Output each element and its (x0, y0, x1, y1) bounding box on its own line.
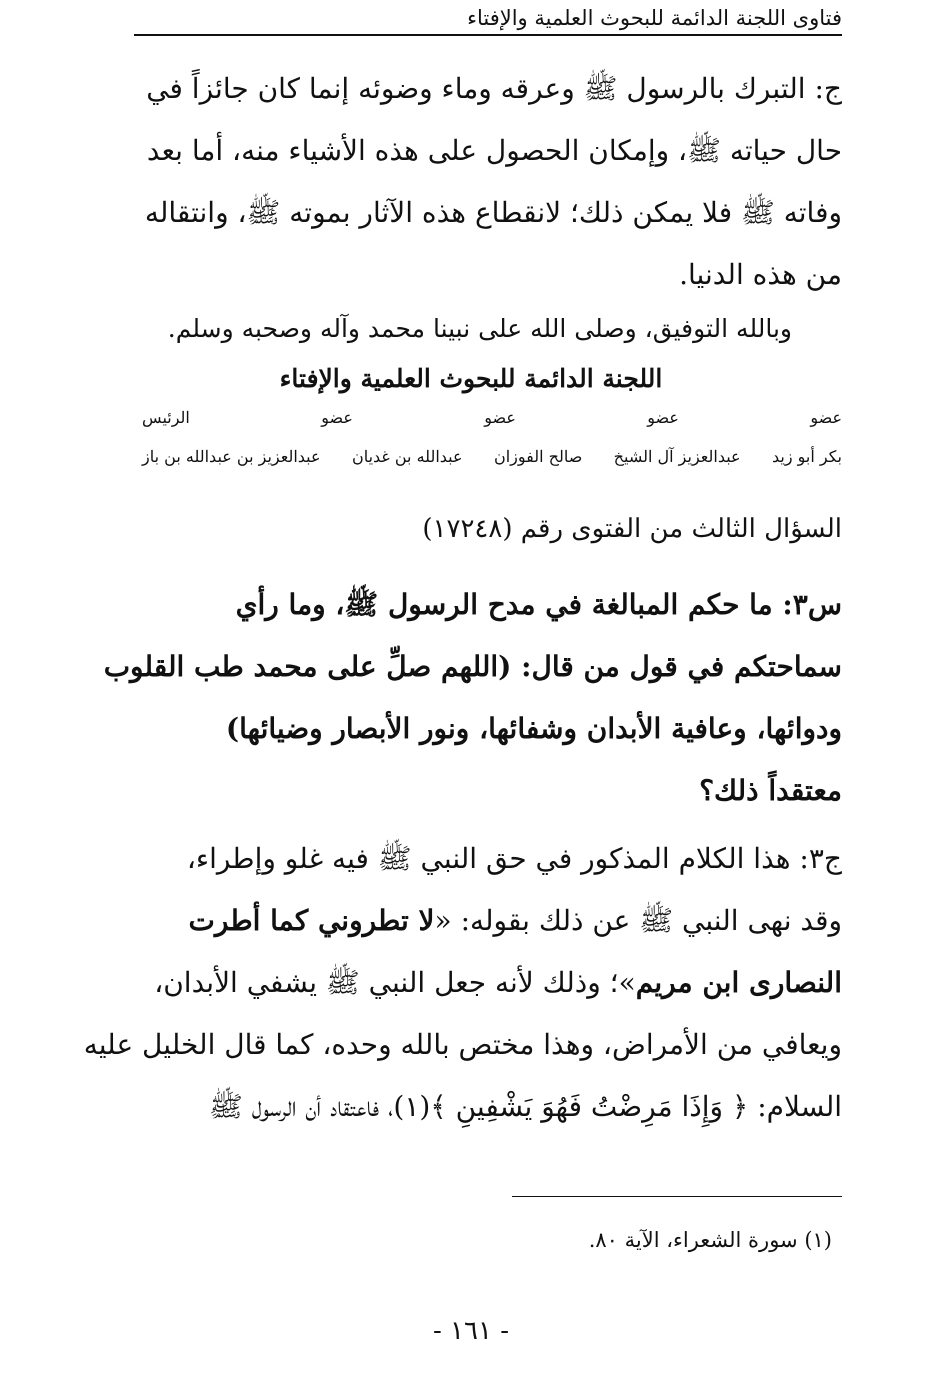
closing-prayer: وبالله التوفيق، وصلى الله على نبينا محمد وآله وصحبه وسلم. (167, 314, 792, 343)
committee-members (142, 447, 842, 466)
member-role: عضو (647, 408, 679, 427)
member-role: الرئيس (142, 408, 190, 427)
footnote: (١) سورة الشعراء، الآية ٨٠. (588, 1228, 832, 1252)
question-block (103, 574, 842, 822)
question-line: معتقداً ذلك؟ (699, 774, 842, 807)
committee-name: اللجنة الدائمة للبحوث العلمية والإفتاء (279, 364, 663, 393)
answer-text: وقد نهى النبي ﷺ عن ذلك بقوله: « (434, 904, 842, 937)
member-name: صالح الفوزان (493, 447, 583, 466)
answer-line: ج: التبرك بالرسول ﷺ وعرقه وماء وضوئه إنما كان جائزاً في (146, 72, 842, 105)
member-role: عضو (321, 408, 353, 427)
member-name: بكر أبو زيد (771, 447, 842, 466)
answer-line: ج٣: هذا الكلام المذكور في حق النبي ﷺ فيه غلو وإطراء، (186, 842, 842, 875)
previous-answer (134, 58, 842, 306)
member-name: عبدالعزيز بن عبدالله بن باز (142, 447, 321, 466)
member-role: عضو (810, 408, 842, 427)
question-line: سماحتكم في قول من قال: (اللهم صلِّ على محمد طب القلوب (103, 650, 842, 683)
footnote-rule (512, 1196, 842, 1197)
answer-line: وفاته ﷺ فلا يمكن ذلك؛ لانقطاع هذه الآثار بموته ﷺ، وانتقاله (144, 196, 842, 229)
hadith-quote: النصارى ابن مريم (635, 966, 842, 999)
answer-line: من هذه الدنيا. (679, 258, 842, 291)
running-header: فتاوى اللجنة الدائمة للبحوث العلمية والإفتاء (461, 6, 842, 30)
member-name: عبدالعزيز آل الشيخ (613, 447, 741, 466)
page-number: - ١٦١ - (432, 1316, 510, 1346)
member-role: عضو (484, 408, 516, 427)
member-name: عبدالله بن غديان (351, 447, 463, 466)
question-line: ودوائها، وعافية الأبدان وشفائها، ونور الأبصار وضيائها) (225, 712, 842, 745)
hadith-quote: لا تطروني كما أطرت (188, 904, 435, 937)
question-line: س٣: ما حكم المبالغة في مدح الرسول ﷺ، وما رأي (235, 588, 842, 621)
answer-block (83, 828, 842, 1138)
header-rule (134, 34, 842, 36)
question-heading: السؤال الثالث من الفتوى رقم (١٧٢٤٨) (422, 514, 842, 544)
answer-line: حال حياته ﷺ، وإمكان الحصول على هذه الأشياء منه، أما بعد (146, 134, 842, 167)
committee-roles (142, 408, 842, 427)
answer-line (134, 890, 842, 952)
answer-line (134, 952, 842, 1014)
answer-text: »؛ وذلك لأنه جعل النبي ﷺ يشفي الأبدان، (154, 966, 636, 999)
answer-line: السلام: ﴿ وَإِذَا مَرِضْتُ فَهُوَ يَشْفِينِ ﴾(١)، فاعتقاد أن الرسول ﷺ (208, 1090, 842, 1123)
answer-line: ويعافي من الأمراض، وهذا مختص بالله وحده، كما قال الخليل عليه (83, 1028, 842, 1061)
